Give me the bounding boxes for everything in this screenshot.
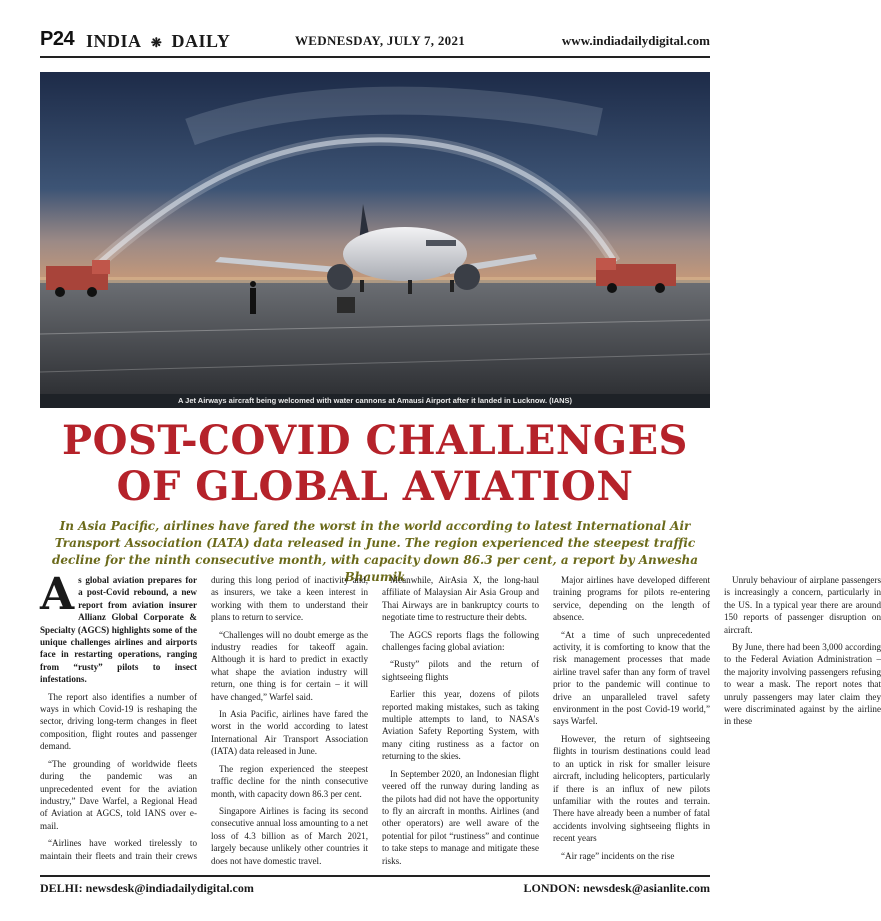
- subhead-paragraph: “Air rage” incidents on the rise: [561, 850, 675, 861]
- london-contact: LONDON: newsdesk@asianlite.com: [523, 881, 710, 895]
- emblem-icon: ❋: [150, 35, 163, 50]
- lead-paragraph: As global aviation prepares for a post-Covid rebound, a new report from aviation insurer Allianz Global Corporate & Specialty (AGCS) highlights some of the unique challenges airlines and airports face in restarting operations, ranging from “rusty” pilots to insect infestations.: [40, 569, 197, 685]
- page-number: P24: [40, 28, 75, 50]
- lead-photo: [40, 72, 710, 394]
- body-paragraph: However, the return of sightseeing flights in tourism destinations could lead to an uptick in risk for smaller leisure aircraft, including helicopters, particularly if there is an influx of new pilots unfamiliar with the routes and terrain. There have already been a number of fatal accidents involving sightseeing flights in recent years: [553, 733, 710, 844]
- body-paragraph: In Asia Pacific, airlines have fared the worst in the world according to latest International Air Transport Association (IATA) data released in June.: [211, 709, 368, 757]
- body-paragraph: Meanwhile, AirAsia X, the long-haul affiliate of Malaysian Air Asia Group and Thai Airways are in bankruptcy courts to negotiate time to restructure their debts.: [382, 575, 539, 623]
- body-paragraph: “Airlines have worked tirelessly to maintain their fleets and train their crews during this long period of inactivity and, as insurers, we take a keen interest in working with them to understand their plans to return to service.: [40, 575, 368, 861]
- body-paragraph: The AGCS reports flags the following challenges facing global aviation:: [382, 629, 539, 653]
- body-paragraph: “At a time of such unprecedented activity, it is comforting to know that the risk management processes that made airline travel safer than any form of travel prior to the pandemic will continue to drive an unparalleled travel safety environment in the post Covid-19 world,” says Warfel.: [553, 629, 710, 727]
- subhead-paragraph: “Rusty” pilots and the return of sightseeing flights: [382, 659, 539, 682]
- body-paragraph: Earlier this year, dozens of pilots reported making mistakes, such as taking multiple attempts to land, to NASA's Aviation Safety Reporting System, with many citing rustiness as a factor on returning to the skies.: [382, 689, 539, 762]
- body-paragraph: “Challenges will no doubt emerge as the industry readies for takeoff again. Although it is hard to predict in exactly what shape the aviation industry will return, one thing is for certain – it will have changed,” Warfel said.: [211, 629, 368, 702]
- newspaper-logo: INDIA ❋ DAILY: [86, 31, 231, 51]
- body-paragraph: Major airlines have developed different training programs for pilots re-entering service, depending on the length of absence.: [553, 575, 710, 623]
- body-paragraph: The region experienced the steepest traffic decline for the ninth consecutive month, with capacity down 86.3 per cent.: [211, 763, 368, 799]
- website-url: www.indiadailydigital.com: [561, 33, 710, 48]
- drop-cap: A: [40, 569, 75, 620]
- photo-caption: A Jet Airways aircraft being welcomed with water cannons at Amausi Airport after it landed in Lucknow. (IANS): [40, 394, 710, 408]
- body-paragraph: The report also identifies a number of ways in which Covid-19 is reshaping the sector, driving long-term changes in fleet composition, flight routes and passenger demand.: [40, 691, 197, 752]
- headline-line-1: POST-COVID CHALLENGES: [62, 417, 688, 464]
- body-paragraph: In September 2020, an Indonesian flight veered off the runway during landing as the pilots had did not have the opportunity to fly an aircraft in months. Airlines (and other operators) are well aware of the potential for pilot “rustiness” and continue to take steps to manage and mitigate these risks.: [382, 768, 539, 866]
- standfirst: In Asia Pacific, airlines have fared the worst in the world according to latest International Air Transport Association (IATA) data released in June. The region experienced the steepest traffic decline for the ninth consecutive month, with capacity down 86.3 per cent, a report by Anwesha Bhaumik: [52, 519, 698, 584]
- masthead-rule: [40, 56, 710, 58]
- delhi-contact: DELHI: newsdesk@indiadailydigital.com: [40, 881, 254, 895]
- article-body: [40, 569, 881, 870]
- headline: [40, 418, 710, 510]
- body-paragraph: Singapore Airlines is facing its second consecutive annual loss amounting to a net loss of 4.3 billion as of March 2021, largely because unlikely other countries it does not have domestic travel.: [211, 805, 368, 866]
- body-paragraph: By June, there had been 3,000 according to the Federal Aviation Administration – the majority involving passengers refusing to wear a mask. The report notes that unruly passengers may later claim they were discriminated against by the airline in these: [724, 642, 881, 727]
- headline-line-2: OF GLOBAL AVIATION: [116, 463, 634, 510]
- issue-date: WEDNESDAY, JULY 7, 2021: [295, 33, 466, 48]
- footer-rule: [40, 875, 710, 877]
- body-paragraph: Unruly behaviour of airplane passengers is increasingly a concern, particularly in the US. In a typical year there are around 150 reports of passenger disruption on aircraft.: [724, 575, 881, 635]
- masthead: [40, 28, 710, 54]
- body-paragraph: “The grounding of worldwide fleets during the pandemic was an unprecedented event for the aviation industry,” Dave Warfel, a Regional Head of Aviation at AGCS, told IANS over e-mail.: [40, 758, 197, 831]
